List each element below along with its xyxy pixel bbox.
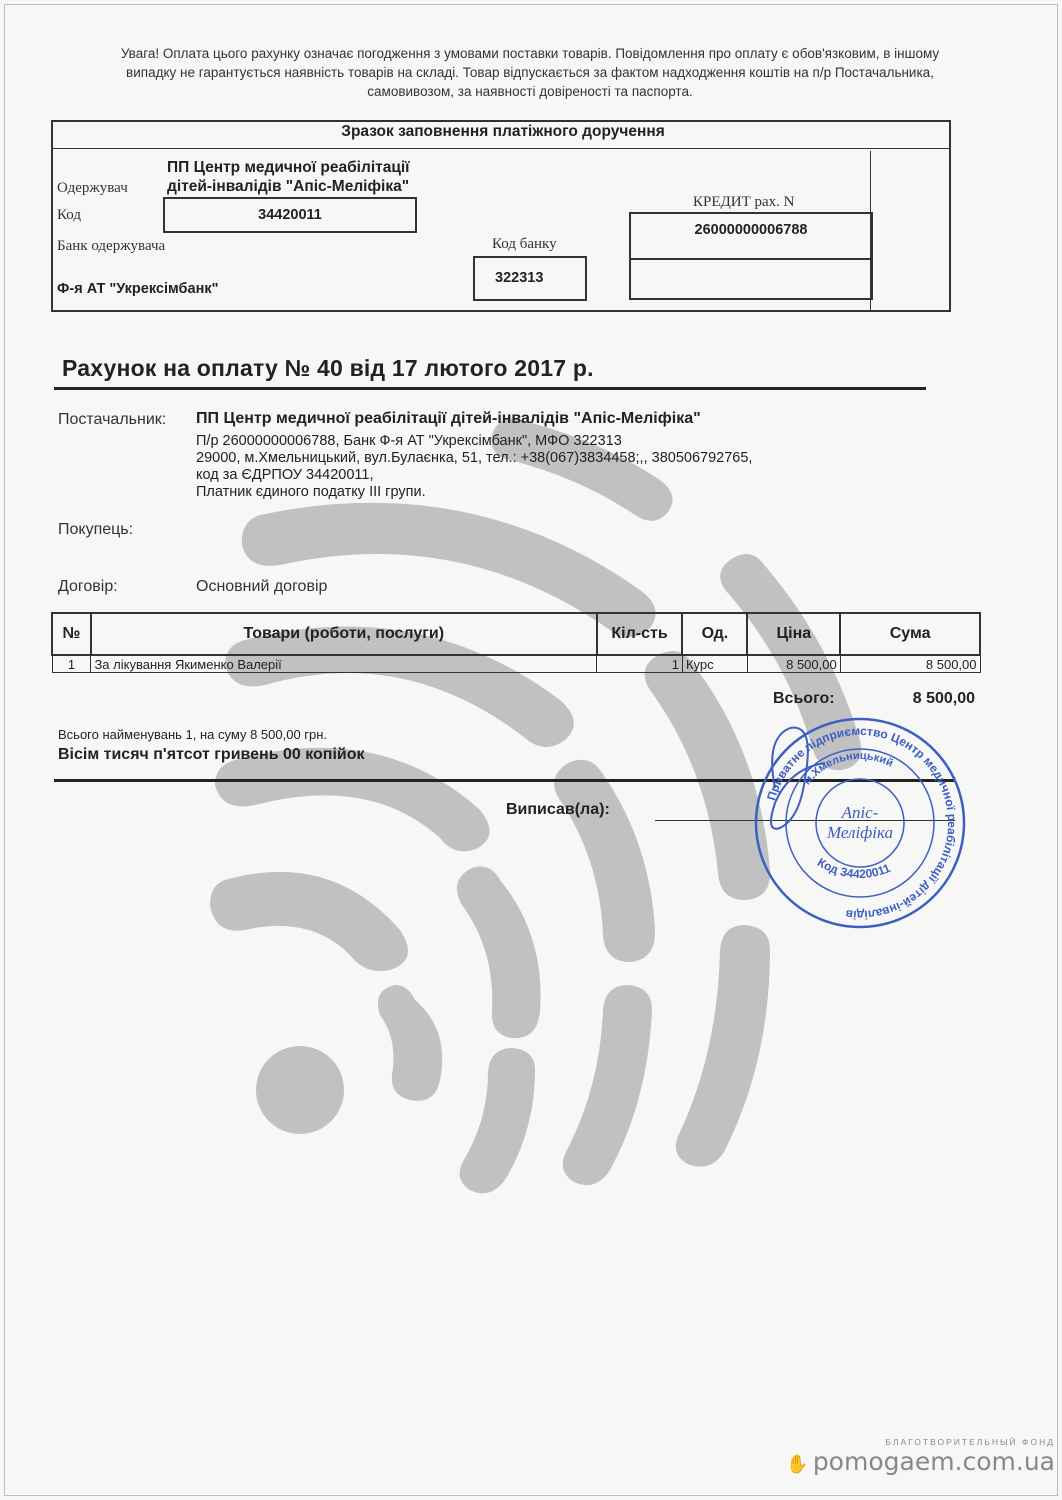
- cell-price: 8 500,00: [747, 655, 840, 673]
- recipient-name: [167, 158, 410, 196]
- code-label: Код: [57, 207, 81, 223]
- supplier-name: ПП Центр медичної реабілітації дітей-інвалідів "Апіс-Меліфіка": [196, 410, 701, 427]
- cell-goods: За лікування Якименко Валерії: [91, 655, 597, 673]
- title-rule: [54, 387, 926, 390]
- code-field: 34420011: [163, 197, 417, 233]
- bank-code-field: 322313: [473, 256, 587, 301]
- col-header-unit: Од.: [682, 613, 747, 655]
- col-header-number: №: [52, 613, 91, 655]
- supplier-block: [196, 410, 752, 501]
- contract-label: Договір:: [58, 578, 118, 595]
- cell-qty: 1: [597, 655, 683, 673]
- cell-number: 1: [52, 655, 91, 673]
- stamp-city-text: м.Хмельницький: [801, 749, 895, 788]
- items-count-line: Всього найменувань 1, на суму 8 500,00 грн.: [58, 727, 328, 742]
- bank-label: Банк одержувача: [57, 238, 166, 254]
- total-value: 8 500,00: [912, 690, 975, 707]
- recipient-name-line: дітей-інвалідів "Апіс-Меліфіка": [167, 178, 410, 195]
- notice-line: випадку не гарантується наявність товарів на складі. Товар відпускається за фактом надходження коштів на п/р Постачальника,: [126, 65, 934, 80]
- payment-notice: [80, 44, 980, 101]
- table-row: [52, 655, 980, 673]
- signed-by-label: Виписав(ла):: [506, 801, 610, 818]
- credit-account-box: [629, 212, 873, 300]
- recipient-name-line: ПП Центр медичної реабілітації: [167, 159, 410, 176]
- divider: [53, 148, 949, 149]
- hand-icon: ✋: [786, 1454, 809, 1475]
- supplier-line: 29000, м.Хмельницький, вул.Булаєнка, 51, тел.: +38(067)3834458;,, 380506792765,: [196, 450, 753, 466]
- col-header-qty: Кіл-сть: [597, 613, 683, 655]
- buyer-label: Покупець:: [58, 521, 134, 538]
- company-stamp: [745, 708, 975, 938]
- cell-sum: 8 500,00: [840, 655, 980, 673]
- items-table: [51, 612, 981, 673]
- col-header-price: Ціна: [747, 613, 840, 655]
- notice-line: самовивозом, за наявності довіреності та паспорта.: [367, 84, 693, 99]
- payment-sample-box: [51, 120, 951, 312]
- contract-value: Основний договір: [196, 578, 328, 595]
- invoice-title: Рахунок на оплату № 40 від 17 лютого 2017 р.: [62, 355, 594, 381]
- recipient-label: Одержувач: [57, 180, 128, 196]
- amount-in-words: Вісім тисяч п'ятсот гривень 00 копійок: [58, 746, 365, 763]
- stamp-center-line2: Меліфіка: [827, 823, 893, 842]
- supplier-line: код за ЄДРПОУ 34420011,: [196, 467, 374, 483]
- stamp-center-line1: Апіс-: [841, 803, 879, 822]
- divider: [631, 258, 871, 260]
- watermark-site-text: pomogaem.com.ua: [812, 1447, 1055, 1476]
- supplier-label: Постачальник:: [58, 411, 167, 428]
- watermark-site: [775, 1447, 1055, 1476]
- bank-code-label: Код банку: [492, 236, 557, 252]
- col-header-goods: Товари (роботи, послуги): [91, 613, 597, 655]
- col-header-sum: Сума: [840, 613, 980, 655]
- credit-account-value: 26000000006788: [694, 222, 808, 238]
- stamp-ring-text: Приватне підприємство Центр медичної реабілітації дітей-інвалідів: [764, 723, 960, 923]
- total-label: Всього:: [773, 690, 835, 707]
- credit-label: КРЕДИТ рах. N: [693, 194, 795, 210]
- table-header-row: [52, 613, 980, 655]
- notice-line: Увага! Оплата цього рахунку означає погодження з умовами поставки товарів. Повідомлення про оплату є обов'язковим, в іншому: [120, 46, 940, 61]
- supplier-line: Платник єдиного податку ІІІ групи.: [196, 484, 426, 500]
- supplier-line: П/р 26000000006788, Банк Ф-я АТ "Укрексімбанк", МФО 322313: [196, 433, 622, 449]
- cell-unit: Курс: [682, 655, 747, 673]
- bank-name: Ф-я АТ "Укрексімбанк": [57, 281, 219, 297]
- site-watermark: [775, 1437, 1055, 1476]
- watermark-top: БЛАГОТВОРИТЕЛЬНЫЙ ФОНД: [885, 1437, 1055, 1447]
- payment-sample-title: Зразок заповнення платіжного доручення: [341, 123, 665, 140]
- stamp-code-text: Код 34420011: [815, 855, 893, 882]
